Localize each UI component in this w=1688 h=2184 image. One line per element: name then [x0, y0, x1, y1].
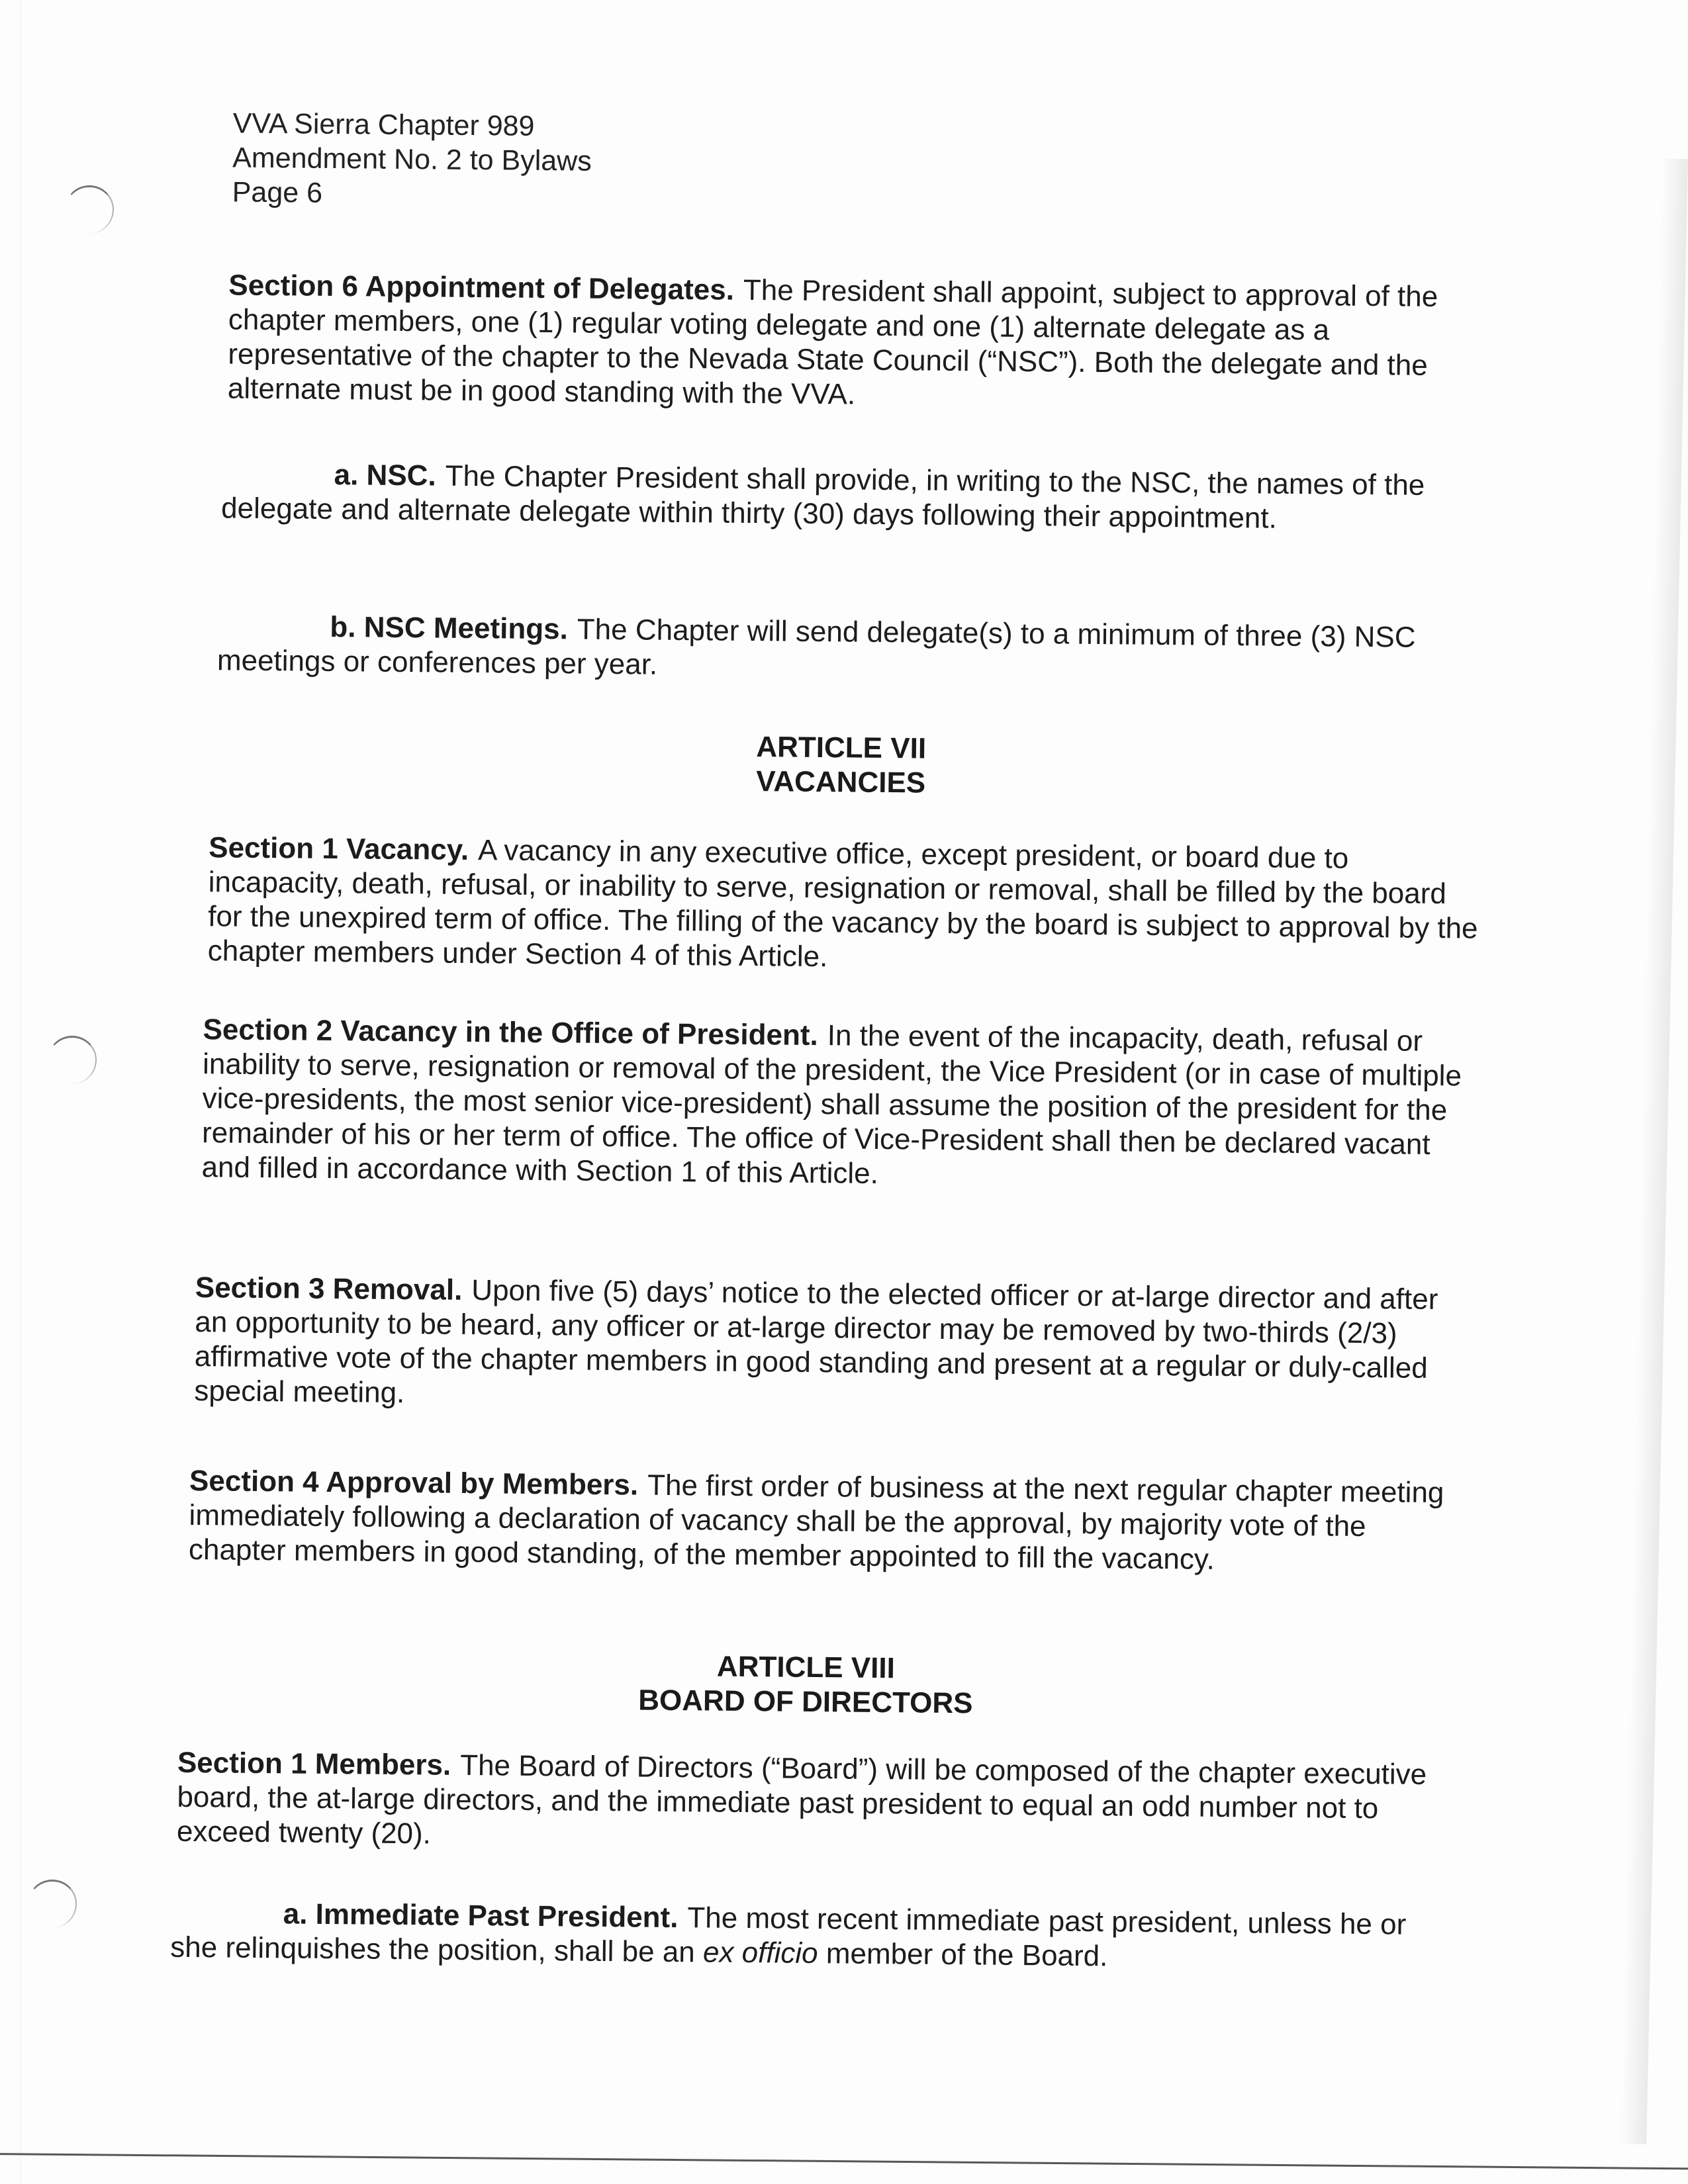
hole-punch-mark-middle [48, 1036, 97, 1084]
section-text: The first order of business at the next regular chapter meeting immediately following a declaration of vacancy shall be the approval, by majority vote of the chapter members in good standing, of the member appointed to fill the vacancy. [188, 1469, 1444, 1576]
article-8-section-1 [177, 1746, 1448, 1861]
subsection-text-end: member of the Board. [818, 1937, 1108, 1973]
section-label: Section 2 Vacancy in the Office of President. [203, 1013, 818, 1052]
article-7-section-2 [201, 1013, 1474, 1197]
article-7-section-4 [189, 1464, 1460, 1579]
article-title: ARTICLE VIII [716, 1650, 896, 1685]
subsection-label: a. NSC. [334, 458, 436, 492]
subsection-label: a. Immediate Past President. [283, 1897, 679, 1934]
scan-edge-left [20, 0, 22, 2184]
header-page-number: Page 6 [232, 176, 323, 209]
section-text: The President shall appoint, subject to approval of the chapter members, one (1) regular voting delegate and one (1) alternate delegate as a representative of the chapter to the Nevada State Council (“NSC”). Both the delegate and the alternate must be in good standing with the VVA. [227, 273, 1438, 411]
article-subtitle: BOARD OF DIRECTORS [638, 1684, 973, 1720]
section-text: In the event of the incapacity, death, refusal or inability to serve, resignation or removal of the president, the Vice President (or in case of multiple vice-presidents, the most senior vice-president) shall assume the position of the president for the remainder of his or her term of office. The office of Vice-President shall then be declared vacant and filled in accordance with Section 1 of this Article. [201, 1019, 1462, 1190]
scan-bottom-edge-line [0, 2153, 1688, 2170]
section-label: Section 3 Removal. [195, 1271, 463, 1306]
subsection-text-italic: ex officio [702, 1936, 818, 1970]
subsection-text: The most recent immediate past president, unless he or she relinquishes the position, shall be an [170, 1901, 1407, 1969]
section-label: Section 6 Appointment of Delegates. [228, 269, 735, 306]
section-6-appointment-of-delegates [228, 268, 1500, 418]
article-title: ARTICLE VII [756, 731, 927, 765]
subsection-text: The Chapter will send delegate(s) to a minimum of three (3) NSC meetings or conferences per year. [216, 613, 1416, 681]
article-7-section-3 [194, 1271, 1466, 1420]
subsection-label: b. NSC Meetings. [330, 610, 569, 646]
section-label: Section 4 Approval by Members. [189, 1464, 639, 1502]
running-header [232, 106, 592, 212]
subsection-a-nsc [221, 457, 1493, 537]
header-organization: VVA Sierra Chapter 989 [232, 107, 535, 142]
article-7-heading [205, 725, 1477, 805]
article-8-heading [170, 1645, 1442, 1725]
subsection-b-nsc-meetings [217, 609, 1489, 690]
subsection-text: The Chapter President shall provide, in writing to the NSC, the names of the delegate and alternate delegate within thirty (30) days following their appointment. [220, 459, 1425, 535]
section-text: Upon five (5) days’ notice to the elected officer or at-large director and after an opportunity to be heard, any officer or at-large director may be removed by two-thirds (2/3) affirmative vote of the chapter members in good standing and present at a regular or duly-called special meeting. [194, 1274, 1438, 1410]
section-text: The Board of Directors (“Board”) will be composed of the chapter executive board, the at-large directors, and the immediate past president to equal an odd number not to exceed twenty (20). [176, 1749, 1427, 1850]
subsection-a-immediate-past-president [170, 1896, 1442, 1977]
document-body [170, 106, 1489, 1973]
article-subtitle: VACANCIES [756, 765, 926, 799]
section-label: Section 1 Vacancy. [209, 831, 469, 866]
article-7-section-1 [207, 831, 1479, 980]
header-document-title: Amendment No. 2 to Bylaws [232, 142, 592, 177]
section-text: A vacancy in any executive office, except president, or board due to incapacity, death, refusal, or inability to serve, resignation or removal, shall be filled by the board for the unexpired term of office. The filling of the vacancy by the board is subject to approval by the chapter members under Section 4 of this Article. [207, 834, 1478, 974]
scan-edge-right [1620, 159, 1688, 2144]
hole-punch-mark-bottom [28, 1880, 77, 1928]
hole-punch-mark-top [65, 185, 114, 234]
section-label: Section 1 Members. [177, 1746, 451, 1782]
